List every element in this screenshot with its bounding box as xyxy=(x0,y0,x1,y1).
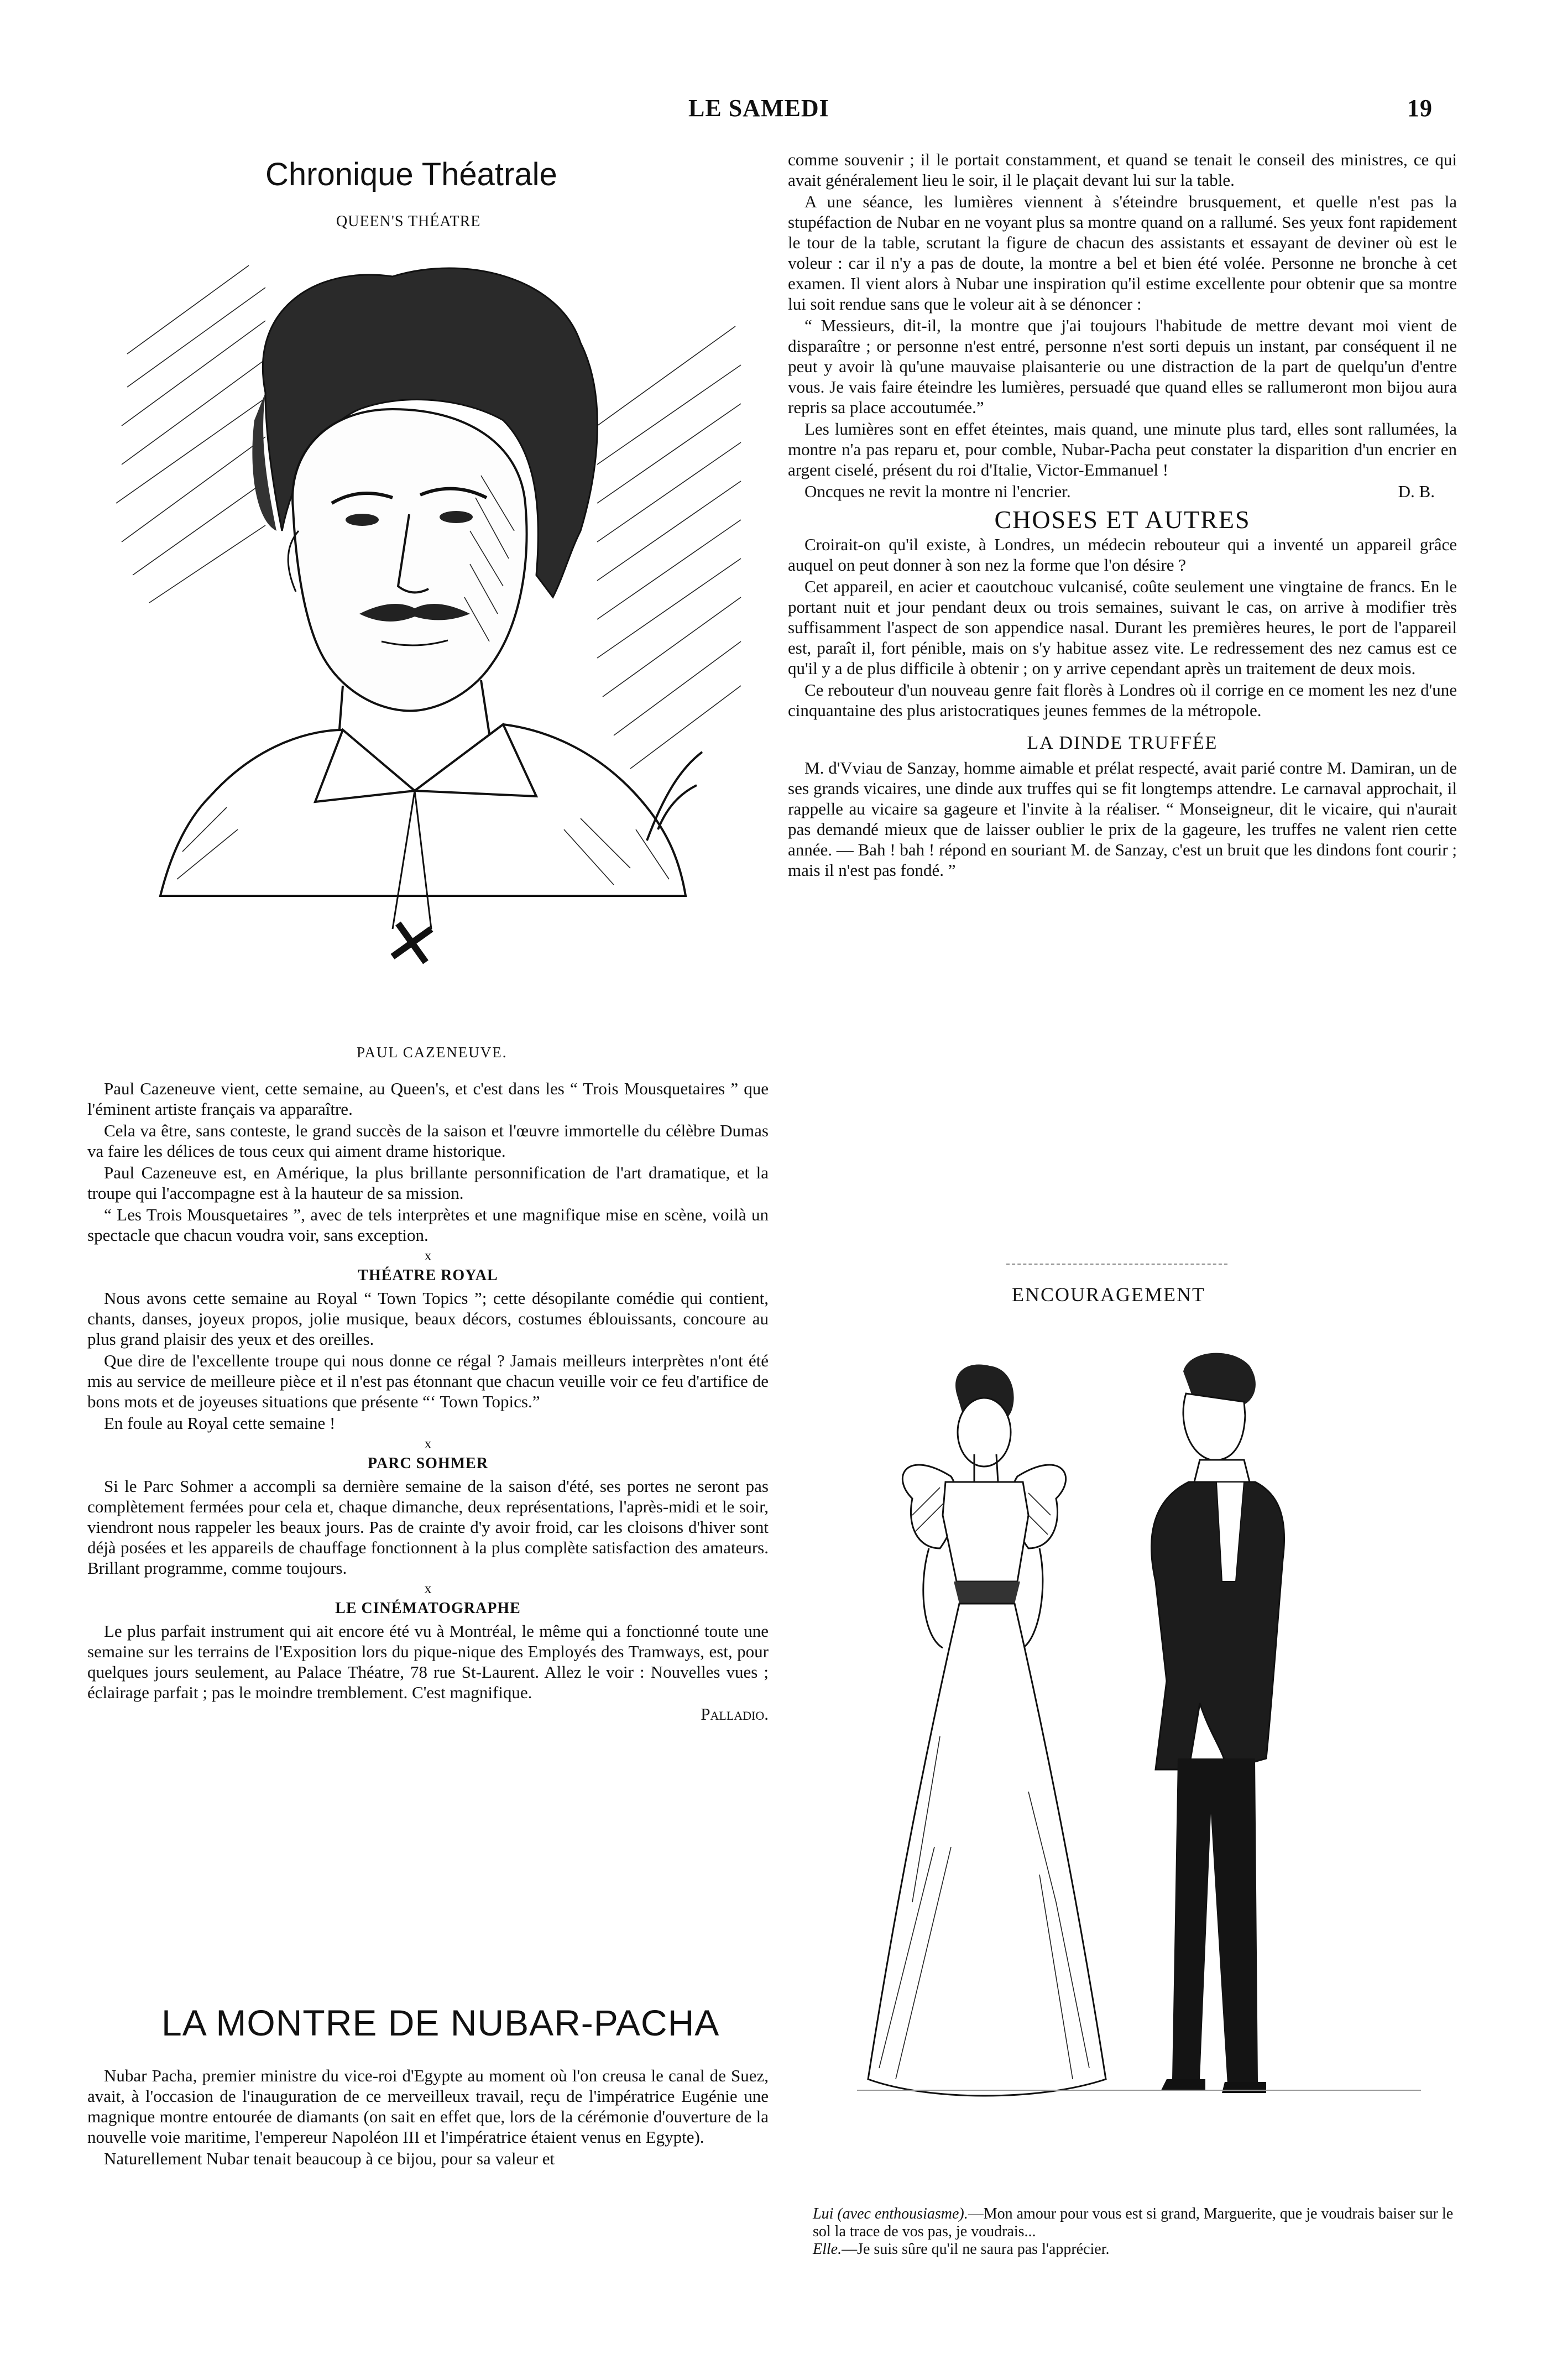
dinde-paragraph: M. d'Vviau de Sanzay, homme aimable et prélat respecté, avait parié contre M. Damiran, un de ses grands vicaires, une dinde aux truffes qui se fit longtemps attendre. Le carnaval approchait, il rappelle au vicaire sa gageure et l'invite à la réaliser. “ Monseigneur, dit le vicaire, qui n'aurait pas demandé mieux que de laisser oublier le prix de la gageure, les truffes ne valent rien cette année. — Bah ! bah ! répond en souriant M. de Sanzay, c'est un bruit que les dindons font courir ; mais il n'est pas fondé. ” xyxy=(788,758,1457,880)
nubar-continued-paragraph: “ Messieurs, dit-il, la montre que j'ai toujours l'habitude de mettre devant moi vient de disparaître ; or personne n'est entré, personne n'est sorti depuis un instant, par conséquent il ne peut y avoir là qu'une mauvaise plaisanterie ou une distraction de la part de quelqu'un d'entre vous. Je vais faire éteindre les lumières, persuadé que quand elles se rallumeront mon bijou aura repris sa place accoutumée.” xyxy=(788,316,1457,417)
choses-paragraph: Cet appareil, en acier et caoutchouc vulcanisé, coûte seulement une vingtaine de francs. En le portant nuit et jour pendant deux ou trois semaines, suivant le cas, on arrive à modifier très suffisamment l'aspect de son appendice nasal. Durant les premières heures, le port de l'appareil est, paraît il, fort pénible, mais on s'y habitue assez vite. Le redressement des nez camus est ce qu'il y a de plus difficile à obtenir ; on y arrive cependant après un traitement de deux mois. xyxy=(788,577,1457,678)
section-separator: x xyxy=(424,1580,432,1596)
royal-paragraph: Nous avons cette semaine au Royal “ Town Topics ”; cette désopilante comédie qui contient, chants, danses, joyeux propos, jolie musique, beaux décors, costumes éblouissants, concoure au plus grand plaisir des yeux et des oreilles. xyxy=(87,1288,769,1349)
sohmer-heading: PARC SOHMER xyxy=(367,1455,489,1472)
portrait-caption: PAUL CAZENEUVE. xyxy=(357,1044,508,1061)
section-divider-rule xyxy=(1006,1264,1227,1265)
caption-lui-line xyxy=(813,2205,1465,2241)
illustration-caption xyxy=(813,2205,1465,2258)
caption-lui-label: Lui (avec enthousiasme). xyxy=(813,2205,968,2222)
nubar-closing-line xyxy=(788,481,1457,502)
queens-paragraph: Cela va être, sans conteste, le grand succès de la saison et l'œuvre immortelle du célèbre Dumas va faire les délices de tous ceux qui aiment drame historique. xyxy=(87,1121,769,1161)
nubar-title: LA MONTRE DE NUBAR-PACHA xyxy=(161,2002,720,2043)
choses-paragraph: Ce rebouteur d'un nouveau genre fait florès à Londres où il corrige en ce moment les nez d'une cinquantaine des plus aristocratiques jeunes femmes de la métropole. xyxy=(788,680,1457,720)
right-column-articles xyxy=(788,149,1457,881)
section-title: Chronique Théatrale xyxy=(265,156,557,192)
queens-paragraph: Paul Cazeneuve est, en Amérique, la plus brillante personnification de l'art dramatique, et la troupe qui l'accompagne est à la hauteur de sa mission. xyxy=(87,1163,769,1203)
portrait-illustration xyxy=(83,243,769,1034)
sohmer-paragraph: Si le Parc Sohmer a accompli sa dernière semaine de la saison d'été, ses portes ne seront pas complètement fermées pour cela et, chaque dimanche, deux représentations, l'après-midi et le soir, viendront nous rappeler les beaux jours. Pas de crainte d'y avoir froid, car les cloisons d'hiver sont déjà posées et les appareils de chauffage fonctionnent à la plus complète satisfaction des amateurs. Brillant programme, comme toujours. xyxy=(87,1476,769,1578)
section-separator: x xyxy=(424,1436,432,1452)
royal-paragraph: Que dire de l'excellente troupe qui nous donne ce régal ? Jamais meilleurs interprètes n'ont été mis au service de meilleure pièce et il n'est pas étonnant que chacun veuille voir ce feu d'artifice de bons mots et de joyeuses situations que présente “‘ Town Topics.” xyxy=(87,1351,769,1411)
man-figure xyxy=(1152,1353,1284,2093)
encouragement-illustration xyxy=(846,1349,1432,2190)
cinema-paragraph: Le plus parfait instrument qui ait encore été vu à Montréal, le même qui a fonctionné toute une semaine sur les terrains de l'Exposition lors du pique-nique des Employés des Tramways, est, pour quelques jours seulement, au Palace Théatre, 78 rue St-Laurent. Allez le voir : Nouvelles vues ; éclairage parfait ; pas le moindre tremblement. C'est magnifique. xyxy=(87,1621,769,1702)
caption-elle-line xyxy=(813,2241,1465,2258)
nubar-paragraph: Naturellement Nubar tenait beaucoup à ce bijou, pour sa valeur et xyxy=(104,2149,555,2168)
choses-paragraph: Croirait-on qu'il existe, à Londres, un médecin rebouteur qui a inventé un appareil grâce auquel on peut donner à son nez la forme que l'on désire ? xyxy=(788,535,1457,575)
theatre-heading-queens: QUEEN'S THÉATRE xyxy=(336,213,481,230)
caption-elle-label: Elle. xyxy=(813,2241,842,2258)
nubar-continued-paragraph: A une séance, les lumières viennent à s'éteindre brusquement, et quelle n'est pas la stupéfaction de Nubar en ne voyant plus sa montre quand on a rallumé. Ses yeux font rapidement le tour de la table, scrutant la figure de chacun des assistants et essayant de deviner où est le voleur : car il n'y a pas de doute, la montre a bel et bien été volée. Personne ne bronche à cet examen. Il vient alors à Nubar une inspiration qu'il estime excellente pour obtenir que sa montre lui soit rendue sans que le voleur ait à se dénoncer : xyxy=(788,192,1457,314)
signature-palladio: Palladio. xyxy=(701,1704,769,1724)
dinde-title: LA DINDE TRUFFÉE xyxy=(1027,733,1218,753)
nubar-paragraph: Nubar Pacha, premier ministre du vice-roi d'Egypte au moment où l'on creusa le canal de Suez, avait, à l'occasion de l'inauguration de ce merveilleux travail, reçu de l'impératrice Eugénie une magnique montre entourée de diamants (on sait en effet que, lors de la cérémonie d'ouverture de la nouvelle voie maritime, l'empereur Napoléon III et l'impératrice étaient venus en Egypte). xyxy=(87,2066,769,2147)
section-separator: x xyxy=(424,1248,432,1264)
nubar-continued-paragraph: Les lumières sont en effet éteintes, mais quand, une minute plus tard, elles sont rallumées, la montre n'a pas reparu et, pour comble, Nubar-Pacha peut constater la disparition d'un encrier en argent ciselé, présent du roi d'Italie, Victor-Emmanuel ! xyxy=(788,419,1457,479)
royal-heading: THÉATRE ROYAL xyxy=(358,1267,498,1284)
masthead-title: LE SAMEDI xyxy=(688,95,829,122)
queens-paragraph: Paul Cazeneuve vient, cette semaine, au Queen's, et c'est dans les “ Trois Mousquetaires ” que l'éminent artiste français va apparaître. xyxy=(87,1079,769,1119)
cinema-heading: LE CINÉMATOGRAPHE xyxy=(335,1600,521,1617)
royal-paragraph: En foule au Royal cette semaine ! xyxy=(104,1413,336,1433)
nubar-continued-paragraph: comme souvenir ; il le portait constamment, et quand se tenait le conseil des ministres, ce qui avait généralement lieu le soir, il le plaçait devant lui sur la table. xyxy=(788,150,1457,190)
caption-elle-text: —Je suis sûre qu'il ne saura pas l'apprécier. xyxy=(842,2241,1110,2258)
nubar-last-line: Oncques ne revit la montre ni l'encrier. xyxy=(804,482,1071,501)
cross-pendant xyxy=(393,923,431,962)
nubar-initials: D. B. xyxy=(1398,482,1435,501)
choses-title: CHOSES ET AUTRES xyxy=(994,505,1251,534)
left-column-articles xyxy=(87,1078,769,1725)
woman-figure xyxy=(868,1364,1106,2096)
queens-paragraph: “ Les Trois Mousquetaires ”, avec de tels interprètes et une magnifique mise en scène, voilà un spectacle que chacun voudra voir, sans exception. xyxy=(87,1205,769,1245)
page-number: 19 xyxy=(1407,95,1433,122)
encouragement-title: ENCOURAGEMENT xyxy=(1012,1283,1205,1306)
nubar-article-start xyxy=(87,2065,769,2170)
caption-lui-text: —Mon amour pour vous est si grand, Marguerite, que je voudrais baiser sur le sol la trace de vos pas, je voudrais... xyxy=(813,2205,1454,2240)
